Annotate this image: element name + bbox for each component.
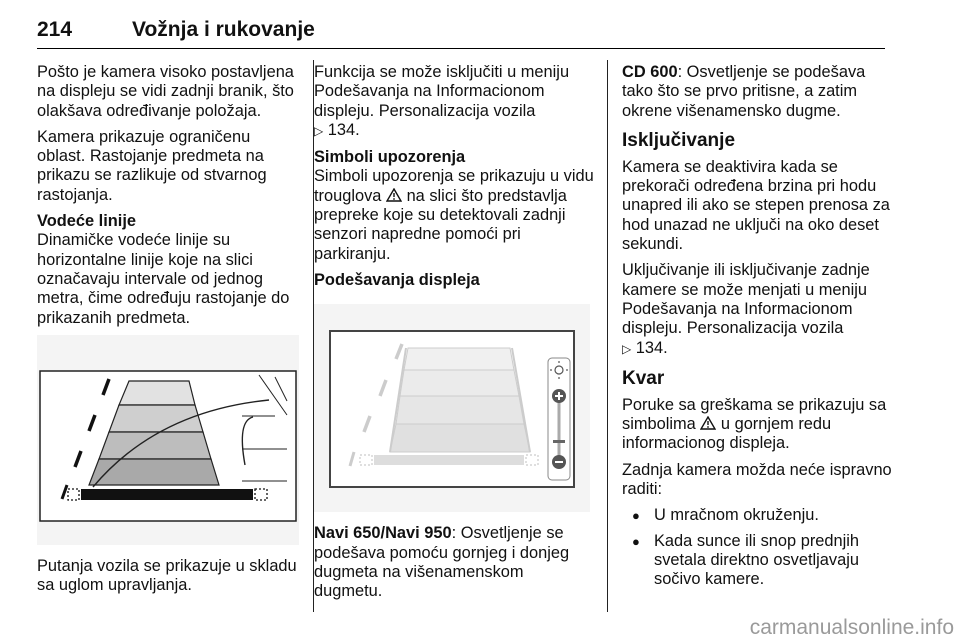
paragraph — [622, 396, 897, 454]
page-reference: 134. — [327, 120, 360, 139]
section-heading: Isključivanje — [622, 129, 736, 151]
warning-triangle-icon — [386, 188, 402, 202]
paragraph — [314, 524, 594, 601]
paragraph — [622, 261, 897, 358]
section-heading: Podešavanja displeja — [314, 270, 480, 289]
column-right — [622, 63, 897, 596]
ref-arrow-icon: ▷ — [622, 341, 632, 356]
page-title: Vožnja i rukovanje — [132, 18, 315, 41]
page-header — [37, 14, 885, 48]
paragraph — [314, 167, 594, 263]
paragraph: Dinamičke vodeće linije su horizontalne linije koje na slici označavaju intervale od jednog metra, čime određuju rastojanje do prikazanih predmeta. — [37, 231, 290, 327]
list-item: ● U mračnom okruženju. — [622, 506, 897, 525]
list-item: ● Kada sunce ili snop prednjih svetala direktno osvetljavaju sočivo kamere. — [622, 532, 897, 590]
column-left — [37, 63, 302, 602]
paragraph-text: Simboli upozorenja se prikazuju u vidu trouglova — [314, 167, 594, 205]
paragraph: Kamera se deaktivira kada se prekorači određena brzina pri hodu unapred ili ako se stepen prenosa za hod unazad ne uključi na oko deset sekundi. — [622, 157, 890, 254]
paragraph-text: Uključivanje ili isključivanje zadnje kamere se može menjati u meniju Podešavanja na Informacionom displeju. Personalizacija vozila — [622, 261, 870, 338]
paragraph: Putanja vozila se prikazuje u skladu sa uglom upravljanja. — [37, 556, 297, 595]
paragraph: Kamera prikazuje ograničenu oblast. Rastojanje predmeta na prikazu se razlikuje od stvarnog rastojanja. — [37, 127, 267, 204]
paragraph-text: na slici što predstavlja prepreke koje su detektovali zadnji senzori napredne pomoći pri parkiranju. — [314, 186, 567, 263]
paragraph-text: u gornjem redu informacionog displeja. — [622, 415, 832, 453]
paragraph: Pošto je kamera visoko postavljena na displeju se vidi zadnji branik, što olakšava određivanje položaja. — [37, 63, 294, 120]
model-name: Navi 650/Navi 950 — [314, 524, 452, 543]
section-heading: Kvar — [622, 367, 665, 389]
paragraph-text: : Osvetljenje se podešava tako što se prvo pritisne, a zatim okrene višenamensko dugme. — [622, 63, 866, 120]
page-reference: 134. — [635, 338, 668, 357]
warning-triangle-icon — [700, 416, 716, 430]
paragraph — [314, 63, 594, 141]
header-rule — [37, 48, 885, 49]
bullet-list — [622, 506, 897, 589]
guide-lines-illustration — [37, 335, 299, 545]
section-heading: Vodeće linije — [37, 212, 136, 231]
page-number: 214 — [37, 18, 73, 41]
model-name: CD 600 — [622, 63, 678, 81]
ref-arrow-icon: ▷ — [314, 123, 324, 138]
paragraph-text: Funkcija se može isključiti u meniju Podešavanja na Informacionom displeju. Personalizacija vozila — [314, 63, 570, 120]
section-heading: Simboli upozorenja — [314, 148, 466, 167]
column-middle — [314, 63, 594, 608]
paragraph: Zadnja kamera možda neće ispravno raditi: — [622, 460, 892, 499]
paragraph-text: : Osvetljenje se podešava pomoću gornjeg i donjeg dugmeta na višenamenskom dugmetu. — [314, 524, 570, 601]
display-settings-illustration — [314, 304, 590, 512]
column-divider — [607, 60, 608, 612]
paragraph-text: Poruke sa greškama se prikazuju sa simbolima — [622, 395, 887, 434]
watermark: carmanualsonline.info — [749, 616, 954, 639]
paragraph — [622, 63, 897, 121]
